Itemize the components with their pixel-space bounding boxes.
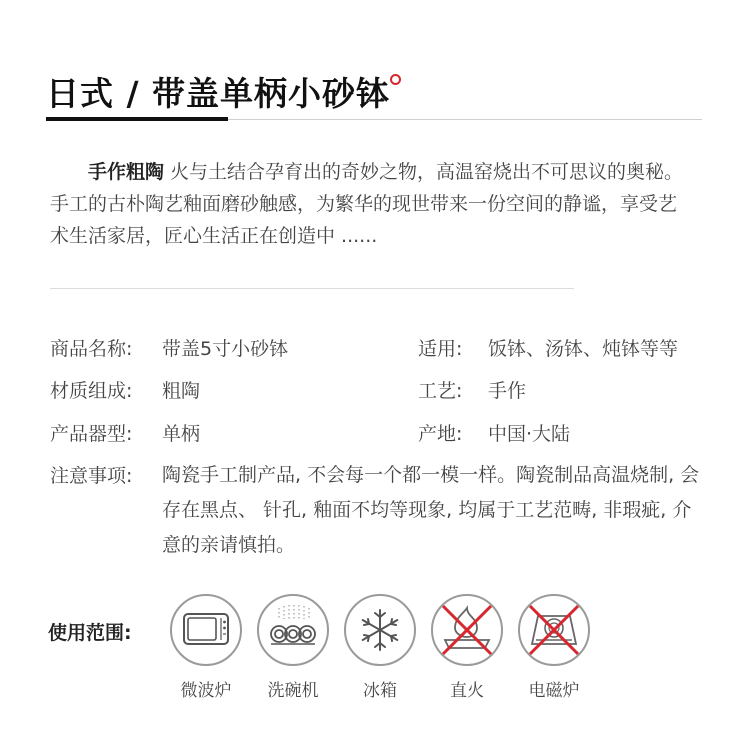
spec-value-type: 单柄 — [162, 423, 201, 445]
induction-cooker-icon — [518, 594, 590, 666]
spec-value-craft: 手作 — [488, 380, 527, 402]
spec-label-name: 商品名称: — [50, 338, 133, 360]
spec-value-notes: 陶瓷手工制产品, 不会每一个都一模一样。陶瓷制品高温烧制, 会存在黑点、 针孔, 釉面不均等现象, 均属于工艺范畴, 非瑕疵, 介意的亲请慎拍。 — [162, 464, 700, 556]
usage-item-open-flame — [431, 594, 503, 666]
spec-value-origin: 中国·大陆 — [488, 423, 571, 445]
title-dot-decoration — [390, 74, 401, 85]
spec-label-usage: 适用: — [418, 338, 463, 360]
usage-caption-microwave: 微波炉 — [180, 681, 232, 701]
spec-label-origin: 产地: — [418, 423, 463, 445]
title-underline-accent — [46, 117, 228, 121]
flame-icon — [431, 594, 503, 666]
spec-label-material: 材质组成: — [50, 380, 133, 402]
usage-caption-dishwasher: 洗碗机 — [267, 681, 319, 701]
microwave-icon — [170, 594, 242, 666]
spec-label-craft: 工艺: — [418, 380, 463, 402]
intro-paragraph — [50, 156, 690, 252]
usage-item-fridge — [344, 594, 416, 666]
spec-value-usage: 饭钵、汤钵、炖钵等等 — [488, 338, 679, 360]
intro-text: 火与土结合孕育出的奇妙之物，高温窑烧出不可思议的奥秘。手工的古朴陶艺釉面磨砂触感，为繁华的现世带来一份空间的静谧，享受艺术生活家居，匠心生活正在创造中 ...... — [50, 161, 684, 247]
usage-caption-fridge: 冰箱 — [363, 681, 397, 701]
usage-item-induction — [518, 594, 590, 666]
usage-item-microwave — [170, 594, 242, 666]
snowflake-icon — [344, 594, 416, 666]
usage-label: 使用范围: — [48, 622, 132, 644]
usage-caption-open-flame: 直火 — [450, 681, 484, 701]
usage-item-dishwasher — [257, 594, 329, 666]
spec-label-type: 产品器型: — [50, 423, 133, 445]
spec-value-material: 粗陶 — [162, 380, 201, 402]
usage-caption-induction: 电磁炉 — [528, 681, 580, 701]
page-title: 日式 / 带盖单柄小砂钵 — [46, 74, 391, 113]
section-divider — [50, 288, 574, 289]
intro-lead: 手作粗陶 — [88, 161, 165, 183]
spec-value-name: 带盖5寸小砂钵 — [162, 338, 289, 360]
dishwasher-icon — [257, 594, 329, 666]
spec-label-notes: 注意事项: — [50, 465, 133, 487]
